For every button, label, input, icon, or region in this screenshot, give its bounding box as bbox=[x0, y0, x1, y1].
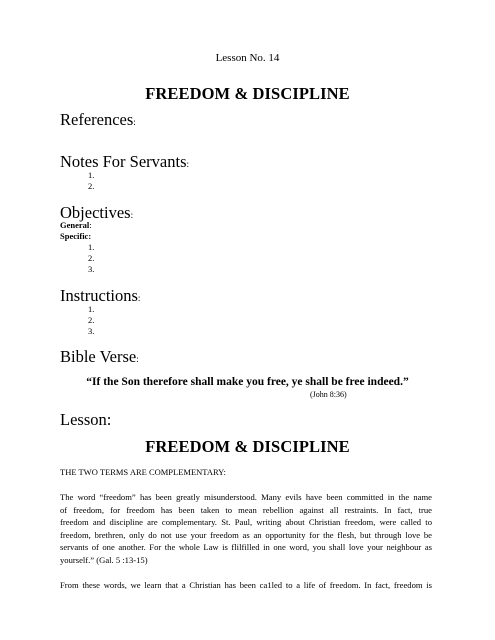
paragraph-2 bbox=[60, 579, 432, 592]
section-lesson: Lesson: bbox=[60, 410, 112, 429]
section-references-label: References bbox=[60, 110, 134, 129]
bible-verse-text: “If the Son therefore shall make you free, ye shall be free indeed.” bbox=[86, 376, 409, 388]
instructions-item: 1. bbox=[88, 304, 95, 314]
paragraph-line: The word “freedom” has been greatly misunderstood. Many evils have been committed in the name bbox=[60, 492, 432, 502]
objectives-general-label bbox=[60, 220, 92, 230]
paragraph-line: servants of one another. For the whole Law is flilfilled in one word, you shall love your neighbour as bbox=[60, 542, 432, 553]
section-instructions-colon: : bbox=[137, 293, 141, 303]
page-title: FREEDOM & DISCIPLINE bbox=[145, 84, 350, 103]
objectives-item: 3. bbox=[88, 264, 95, 274]
instructions-item: 3. bbox=[88, 326, 95, 336]
subheading: THE TWO TERMS ARE COMPLEMENTARY: bbox=[60, 467, 226, 477]
paragraph-line: of freedom, for freedom has been taken to mean rebellion against all restraints. In fact, true bbox=[60, 504, 432, 515]
section-bible-verse-label: Bible Verse bbox=[60, 347, 137, 366]
section-objectives-label: Objectives bbox=[60, 203, 131, 222]
section-instructions-label: Instructions bbox=[60, 286, 138, 305]
paragraph-1 bbox=[60, 491, 432, 567]
bible-verse-reference: (John 8:36) bbox=[310, 390, 347, 399]
notes-item: 2. bbox=[88, 181, 95, 191]
lesson-title: FREEDOM & DISCIPLINE bbox=[145, 437, 350, 456]
objectives-general-colon: : bbox=[89, 220, 92, 230]
section-notes-colon: : bbox=[186, 159, 190, 169]
section-instructions bbox=[60, 286, 140, 306]
section-notes bbox=[60, 152, 189, 172]
objectives-item: 2. bbox=[88, 253, 95, 263]
notes-item: 1. bbox=[88, 170, 95, 180]
instructions-item: 2. bbox=[88, 315, 95, 325]
objectives-specific-label: Specific: bbox=[60, 231, 92, 241]
section-objectives-colon: : bbox=[130, 210, 134, 220]
section-notes-label: Notes For Servants bbox=[60, 152, 187, 171]
objectives-item: 1. bbox=[88, 242, 95, 252]
section-bible-verse bbox=[60, 347, 139, 367]
paragraph-line: freedom and discipline are complementary. St. Paul, writing about Christian freedom, were called to bbox=[60, 517, 432, 528]
objectives-general-text: General bbox=[60, 220, 90, 230]
paragraph-line: From these words, we learn that a Christian has been ca1led to a life of freedom. In fact, freedom is bbox=[60, 580, 432, 590]
lesson-number: Lesson No. 14 bbox=[215, 52, 280, 64]
section-references-colon: : bbox=[133, 117, 136, 127]
section-references bbox=[60, 110, 136, 130]
paragraph-line: freedom, brethren, only do not use your freedom as an opportunity for the flesh, but through love be bbox=[60, 529, 432, 540]
section-bible-verse-colon: : bbox=[136, 354, 139, 364]
paragraph-line: yourself.” (Gal. 5 :13-15) bbox=[60, 554, 148, 565]
